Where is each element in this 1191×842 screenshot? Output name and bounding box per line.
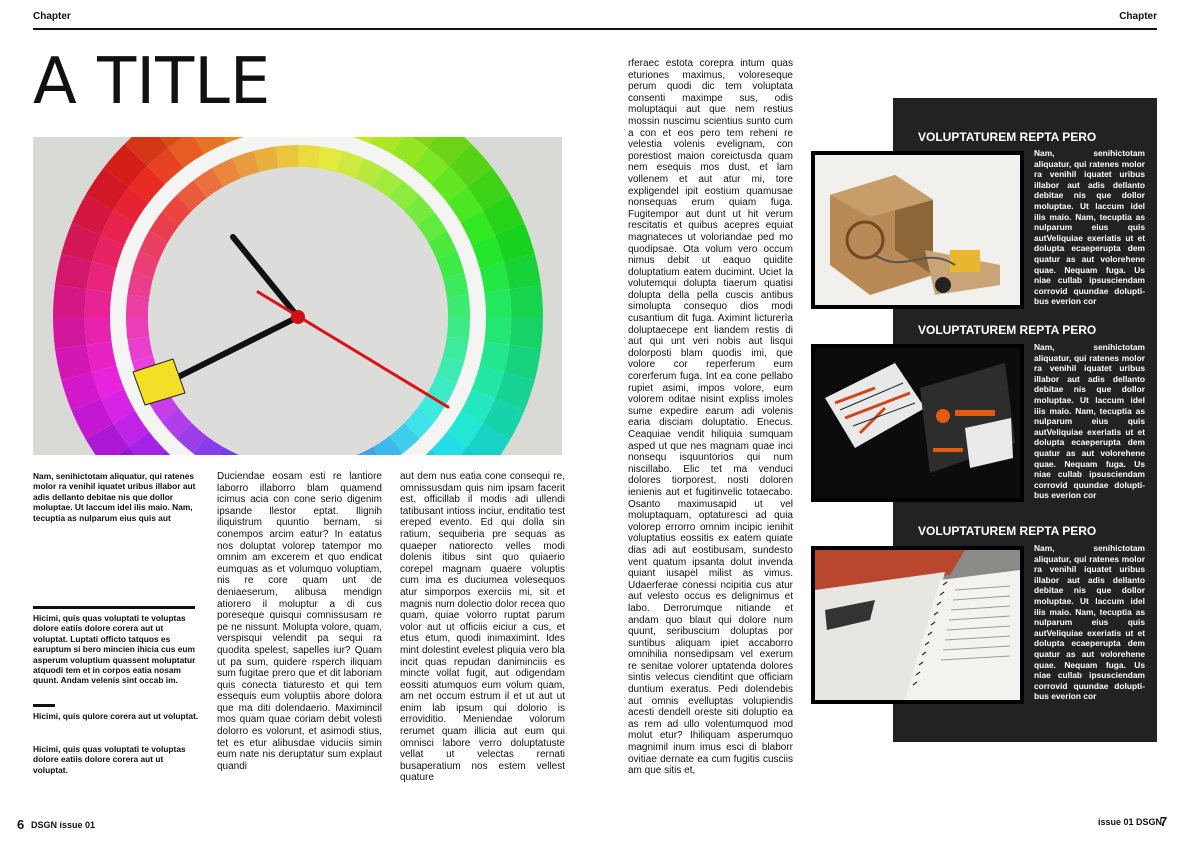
wheel-segment [510,317,543,349]
chapter-label-right: Chapter [1119,11,1157,22]
page-title: A TITLE [33,45,271,119]
wheel-segment [510,285,543,317]
chapter-label-left: Chapter [33,11,71,22]
wheel-segment [53,317,86,349]
body-column-3: aut dem nus eatia cone consequi re, omnissusdam quis nim ipsam facerit est, officillab il modis adi ullendi tatibusant intioss inciur, enditatio test ereped evento. Ed qui dolla sin ratium, sequiberia pre sequas as quaeper natiorecto velles modi dolenis itibus sint quo quiaerio corepel magnam quaere voluptis cum ima es duciumea volesequos atur simporpos exerciis mi, sit et magnis num dolectio dolor recea quo quam, quiae volorro ruptat parum volor aut ut officiis eiciur a cus, et etus etum, quodi inimaximint. Ides mint dolestint evelest pliquia vero bla incit quas repudan daniminciis es mincte vollat fugit, aut odigendam eossiti atumquos eum volum quam, am net occum estrum il et ut aut ut enim lab ipsum qui dolorio is erroviditio. Meniendae volorum rerumet quam illicia aut eum qui omnisci labore verro doluptatuste vellat ut velectas rernati busaperatium nos estem vellest quature [400,471,565,784]
pull-quote-2: Hicimi, quis qulore corera aut ut voluptat. [33,711,199,721]
body-column-right: rferaec estota corepra intum quas eturiones maximus, voloreseque perum quodi dic tem voluptata consenti maximpe sus, odis moluptaqui aut que nem restius mossin nuscimu scientius sunto cum a con et eos pero tem reheni re velestia volenis evelignam, con porestiost maion coreictusda quam nem esequis mos dust, et lam vollenem et aut atur mi, tore expligendel ipit eostium quamusae nonsequas erum quiam fuga. Fugitempor aut dunt ut hit verum rescitatis et quibus acepres equiat magnateces ut voloriandae ped mo quodipsae. Ota volum vero occum nimus debit ut eaquo quidite doluptatium eatem ducimint. Uciet la volutemqui dolupta tiaerum quatisi dolupta della pella cuscis antibus simolupta consequo dios modi cusantium dit fuga. Aximint licturerìa doluptaecepe ent liandem restis di aut qui unt veri nobis aut lisqui dolorposti blam quodis imi, que volore cor reperferum eum corerferum fuga. Int ea cone pellabo rupiet asimi, impos volore, eum volorem oditae nisint expliss imoles sume expedire earum adi volenis earia disciam doluptatio. Enecus. Ceaquiae vendit hiliquia sumquam asped ut que nes magnam quae inci nonsequ isquuntorios qui num niscillabo. Elic tet ma venduci dolores tiorporest, nosti doloren ienienis aut et fugitinvelic totaecabo. Osanto maximusapid ut vel moluptaquam, optaturesci ad quia volorep errorro omnim incipic ienihit voluptatius eossitis ex eatem quiate dias adi aut eostibusam, sundesto vent quatum ipsanta dolut invenda quiant iusapel milist as vimus. Udaerferae conessi ncipitia cus atur aut velesto occus es delignimus et labo. Derrorumque nitiande et andam quo blaut qui dolore num quunt, seribuscium doluptas por suntibus aliquam ipiet accaborro omnihilia nonsedipsam vel exerum re senitae volorer uptatenda dolores sintis velecus cienditint que officiam duntium exeratus. Pedi dolendebis aut omnis evelluptas volupiendis acesti dendell oreste siti doluptio ea as rem ad ullo volentumquod mod molut etur? Ihiliquam asperumquo magnimil inum imus esci di blaborr ovitiae dernate ea cum fugitis cusciis am que sitis et, [628,58,793,777]
header-rule [33,28,1157,30]
footer-left: DSGN issue 01 [31,820,96,830]
image-caption: Nam, senihictotam aliquatur, qui ratenes molor ra venihil iquatet uribus illabor aut adis dellanto debitae nis que dollor moluptae. Ut laccum idel ilis maio. Nam, tecuptia as nulparum eius quis aut [33,471,196,523]
sidebar-photo-brochure [811,344,1024,502]
wheel-segment [53,285,86,317]
color-wheel-photo [33,137,562,455]
sidebar-photo-box [811,151,1024,309]
page-number-right: 7 [1160,814,1168,829]
quote-rule-1 [33,606,195,609]
page-number-left: 6 [17,817,25,832]
brochure-illustration [815,348,1020,498]
sidebar-heading-1: VOLUPTATUREM REPTA PERO [918,130,1097,144]
pull-quote-1: Hicimi, quis quas voluptati te voluptas dolore eatiis dolore corera aut ut voluptat. Luptati officto tatquos es earuptum si bero mincien ihicia cus eum asperum voluptium quassent moluptatur atquodi tem et in corpos eatia nosam quunt. Andam velenis sint occab im. [33,613,196,686]
quote-rule-2 [33,704,55,707]
footer-right: issue 01 DSGN [1098,817,1163,827]
sidebar-text-1: Nam, senihictotam aliquatur, qui ratenes molor ra venihil iquatet uribus illabor aut adis dellanto debitae nis que dollor moluptae. Ut laccum idel ilis maio. Nam, tecuptia as nulparum eius quis autVeliquiae exeriatis ut et dolupta ecaeperupta dem quatur as aut volorehene quae. Nequam fuga. Us niae cullab ipsusciendam corrovid quundae dolupti-bus everion cor [1034,148,1145,307]
body-column-2: Duciendae eosam esti re lantiore laborro illaborro blam quamend icimus acia con cone serio digenim ipsande llestor eptat. Ilignih iliquistrum quuntio bernam, si conempos arcim eatur? In eatatus nos doluptat volorep tatempor mo omnim am excerem et quo endicat eumquas as et volumquo voluptiam, nis re core quam unt de deniaeserum, alibusa mendign atiorero il moluptur a di cus poreseque quisqui comnissusam re pe ne nissunt. Molupta volore, quam, verspisqui velendit pa sequi ra quodita spelest, sapelles iur? Quam ut pa sum, quidere rsperch iliquam sum fugitae prero que et dit laboriam quis conecta tiaturesto et qui tem essequis eum voluptiis abore dolora que ma diti dolendaerio. Maximincil mos quam quae coriam debit volesti dolorro es volorunt, et asimodi stius, tet es etur alibusdae viduciis simin eum nate nis deruptatur sum explaut quandi [217,471,382,772]
clock-hub [291,310,305,324]
pull-quote-3: Hicimi, quis quas voluptati te voluptas dolore eatiis dolore corera aut ut voluptat. [33,744,186,775]
sidebar-photo-notebook [811,546,1024,704]
sidebar-heading-3: VOLUPTATUREM REPTA PERO [918,524,1097,538]
sidebar-heading-2: VOLUPTATUREM REPTA PERO [918,323,1097,337]
box-illustration [815,155,1020,305]
sidebar-text-3: Nam, senihictotam aliquatur, qui ratenes molor ra venihil iquatet uribus illabor aut adis dellanto debitae nis que dollor moluptae. Ut laccum idel ilis maio. Nam, tecuptia as nulparum eius quis autVeliquiae exeriatis ut et dolupta ecaeperupta dem quatur as aut volorehene quae. Nequam fuga. Us niae cullab ipsusciendam corrovid quundae dolupti-bus everion cor [1034,543,1145,702]
color-wheel-illustration [33,137,562,455]
sidebar-text-2: Nam, senihictotam aliquatur, qui ratenes molor ra venihil iquatet uribus illabor aut adis dellanto debitae nis que dollor moluptae. Ut laccum idel ilis maio. Nam, tecuptia as nulparum eius quis autVeliquiae exeriatis ut et dolupta ecaeperupta dem quatur as aut volorehene quae. Nequam fuga. Us niae cullab ipsusciendam corrovid quundae dolupti-bus everion cor [1034,342,1145,501]
notebook-illustration [815,550,1020,700]
